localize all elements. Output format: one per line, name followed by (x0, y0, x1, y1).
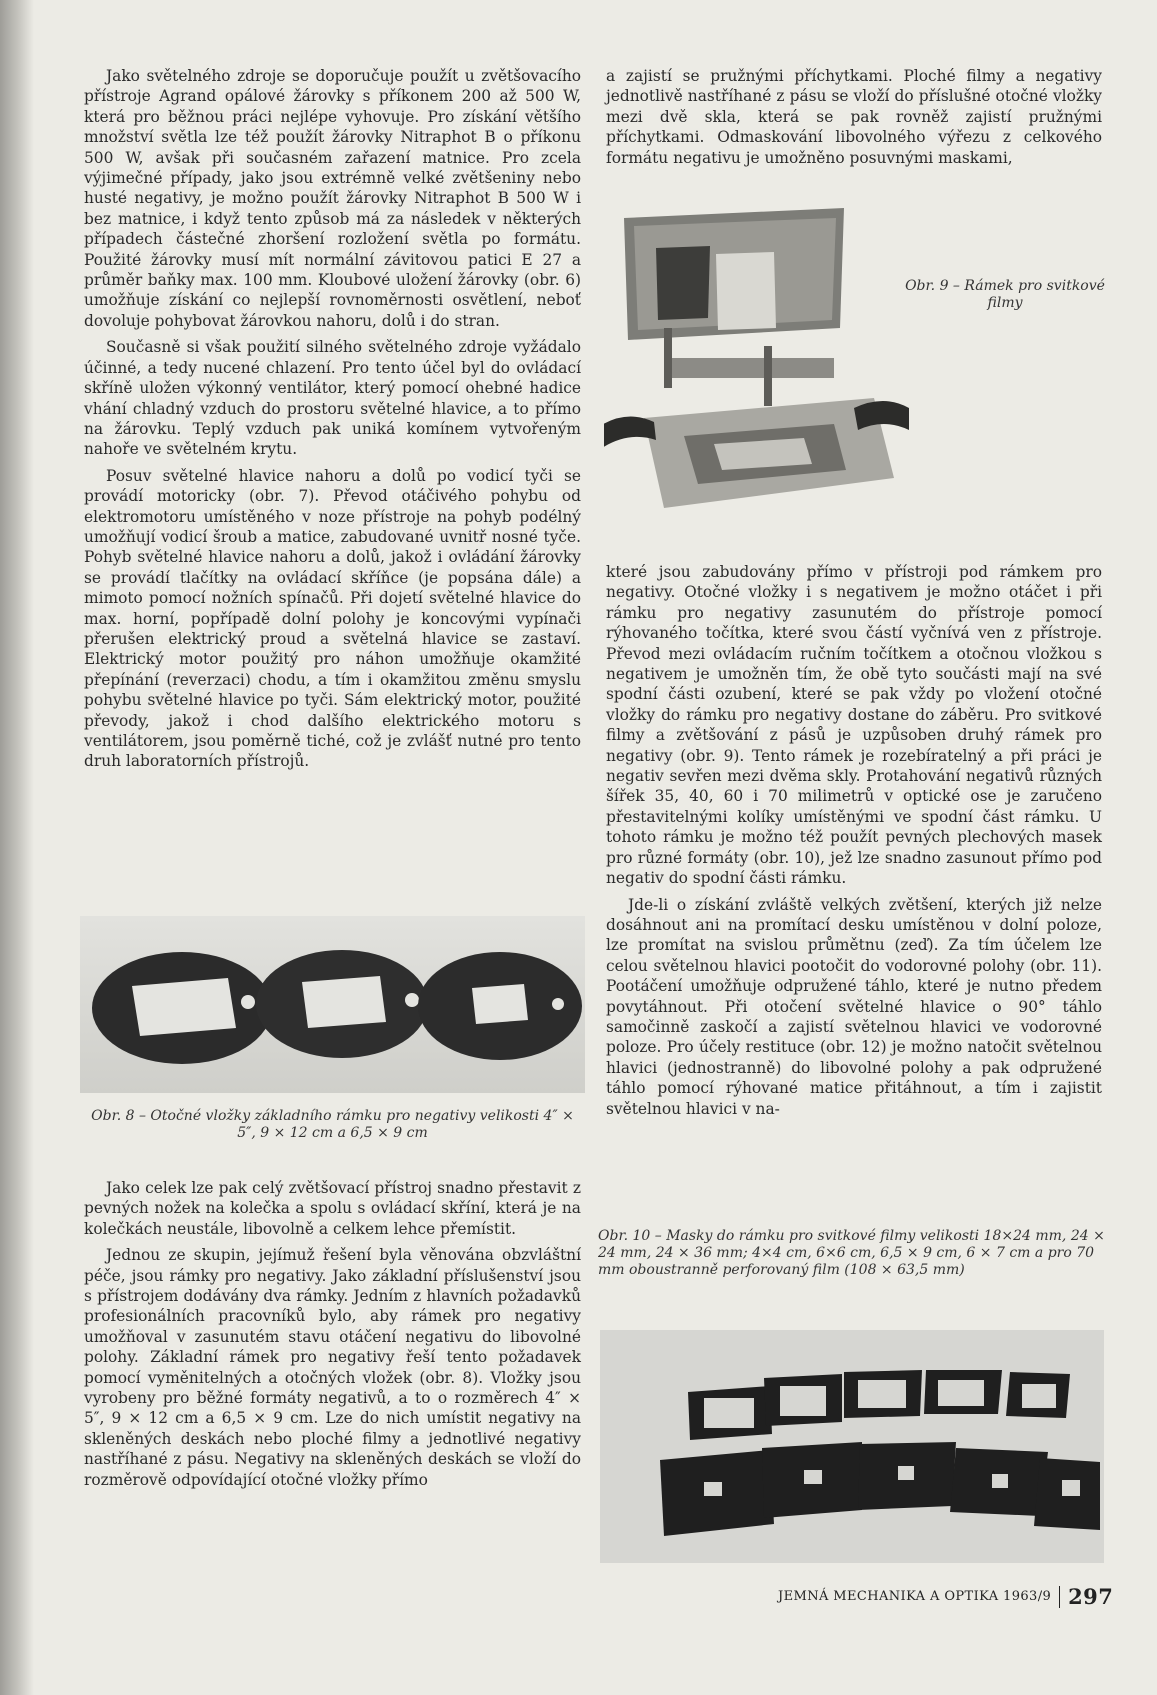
figure-10-masks-photo (600, 1330, 1104, 1563)
insert-disc-9x12 (256, 950, 428, 1058)
paragraph: Posuv světelné hlavice nahoru a dolů po vodicí tyči se provádí motoricky (obr. 7). Převod otáčivého pohybu od elektromotoru umístěného v noze přístroje na pohyb podélný umožňují vodicí šroub a matice, zabudované uvnitř nosné tyče. Pohyb světelné hlavice nahoru a dolů, jakož i ovládání žárovky se provádí tlačítky na ovládací skříňce (je popsána dále) a mimoto pomocí nožních spínačů. Při dojetí světelné hlavice do max. horní, popřípadě dolní polohy je koncovými vypínači přerušen elektrický proud a světelná hlavice se zastaví. Elektrický motor použitý pro náhon umožňuje okamžité přepínání (reverzaci) chodu, a tím i okamžitou změnu smyslu pohybu světelné hlavice po tyči. Sám elektrický motor, použité převody, jakož i chod dalšího elektrického motoru s ventilátorem, jsou poměrně tiché, což je zvlášť nutné pro tento druh laboratorních přístrojů. (84, 466, 581, 771)
paragraph: Jako celek lze pak celý zvětšovací přístroj snadno přestavit z pevných nožek na kolečka a spolu s ovládací skříní, která je na kolečkách neustále, libovolně a celkem lehce přemístit. (84, 1179, 581, 1238)
figure-9-caption: Obr. 9 – Rámek pro svitkové filmy (905, 278, 1105, 311)
column-left-bottom (84, 1178, 581, 1490)
paragraph: Jde-li o získání zvláště velkých zvětšení, kterých již nelze dosáhnout ani na promítací desku umístěnou v dolní poloze, lze promítat na svislou průmětnu (zeď). Za tím účelem lze celou světelnou hlavici pootočit do vodorovné polohy (obr. 11). Pootáčení umožňuje odpružené táhlo, které je nutno předem povytáhnout. Při otočení světelné hlavice o 90° táhlo samočinně zaskočí a zajistí světelnou hlavici ve vodorovné poloze. Pro účely restituce (obr. 12) je možno natočit světelnou hlavici (jednostranně) do libovolné polohy a pak odpružené táhlo pomocí rýhované matice přitáhnout, a tím i zajistit světelnou hlavici v na- (606, 895, 1102, 1118)
column-left-top (84, 66, 581, 772)
paragraph: a zajistí se pružnými příchytkami. Ploché filmy a negativy jednotlivě nastříhané z pásu se vloží do příslušné otočné vložky mezi dvě skla, která se pak rovněž zajistí pružnými příchytkami. Odmaskování libovolného výřezu z celkového formátu negativu je umožněno posuvnými maskami, (606, 67, 1102, 167)
footer-divider (1059, 1586, 1060, 1608)
paragraph: které jsou zabudovány přímo v přístroji pod rámkem pro negativy. Otočné vložky i s negativem je možno otáčet i při rámku pro negativy zasunutém do přístroje pomocí rýhovaného točítka, které svou částí vyčnívá ven z přístroje. Převod mezi ovládacím ručním točítkem a otočnou vložkou s negativem je umožněn tím, že obě tyto součásti mají na své spodní části ozubení, které se pak vždy po vložení otočné vložky do rámku pro negativy dostane do záběru. Pro svitkové filmy a zvětšování z pásů je uzpůsoben druhý rámek pro negativy (obr. 9). Tento rámek je rozebíratelný a při práci je negativ sevřen mezi dvěma skly. Protahování negativů různých šířek 35, 40, 60 i 70 milimetrů v optické ose je zaručeno přestavitelnými kolíky umístěnými ve spodní část rámku. U tohoto rámku je možno též použít pevných plechových masek pro různé formáty (obr. 10), jež lze snadno zasunout přímo pod negativ do spodní části rámku. (606, 563, 1102, 888)
column-right-middle (606, 562, 1102, 1119)
figure-8-rotating-inserts-photo (80, 916, 585, 1093)
paragraph: Jako světelného zdroje se doporučuje použít u zvětšovacího přístroje Agrand opálové žárovky s příkonem 200 až 500 W, která pro běžnou práci nejlépe vyhovuje. Pro získání většího množství světla lze též použít žárovky Nitraphot B o příkonu 500 W, avšak při současném zařazení matnice. Pro zcela výjimečné případy, jako jsou extrémně velké zvětšeniny nebo husté negativy, je možno použít žárovky Nitraphot B 500 W i bez matnice, i když tento způsob má za následek v některých případech částečné zhoršení rozložení světla po formátu. Použité žárovky musí mít normální závitovou patici E 27 a průměr baňky max. 100 mm. Kloubové uložení žárovky (obr. 6) umožňuje získání co nejlepší rovnoměrnosti osvětlení, neboť dovoluje pohybovat žárovkou nahoru, dolů i do stran. (84, 67, 581, 330)
figure-10-caption: Obr. 10 – Masky do rámku pro svitkové filmy velikosti 18×24 mm, 24 × 24 mm, 24 × 36 mm; 4×4 cm, 6×6 cm, 6,5 × 9 cm, 6 × 7 cm a pro 70 mm oboustranně perforovaný film (108 × 63,5 mm) (598, 1228, 1105, 1278)
page-footer (778, 1584, 1113, 1609)
column-right-top (606, 66, 1102, 168)
figure-8-caption: Obr. 8 – Otočné vložky základního rámku pro negativy velikosti 4″ × 5″, 9 × 12 cm a 6,5 × 9 cm (91, 1108, 574, 1141)
page-spine-shadow (0, 0, 34, 1695)
paragraph: Současně si však použití silného světelného zdroje vyžádalo účinné, a tedy nucené chlazení. Pro tento účel byl do ovládací skříně uložen výkonný ventilátor, který pomocí ohebné hadice vhání chladný vzduch do prostoru světelné hlavice, a to přímo na žárovku. Teplý vzduch pak uniká komínem vytvořeným nahoře ve světelném krytu. (84, 338, 581, 459)
paragraph: Jednou ze skupin, jejímuž řešení byla věnována obzvláštní péče, jsou rámky pro negativy. Jako základní příslušenství jsou s přístrojem dodávány dva rámky. Jedním z hlavních požadavků profesionálních pracovníků bylo, aby rámek pro negativy umožňoval v zasunutém stavu otáčení negativu do libovolné polohy. Základní rámek pro negativy řeší tento požadavek pomocí vyměnitelných a otočných vložek (obr. 8). Vložky jsou vyrobeny pro běžné formáty negativů, a to o rozměrech 4″ × 5″, 9 × 12 cm a 6,5 × 9 cm. Lze do nich umístit negativy na skleněných deskách nebo ploché filmy a jednotlivé negativy nastříhané z pásu. Negativy na skleněných deskách se vloží do rozměrově odpovídající otočné vložky přímo (84, 1246, 581, 1489)
page-number: 297 (1068, 1584, 1114, 1609)
figure-9-film-frame-photo (604, 208, 909, 530)
insert-disc-6x9 (418, 952, 582, 1060)
insert-disc-4x5 (92, 952, 272, 1064)
journal-name: JEMNÁ MECHANIKA A OPTIKA 1963/9 (778, 1589, 1052, 1604)
